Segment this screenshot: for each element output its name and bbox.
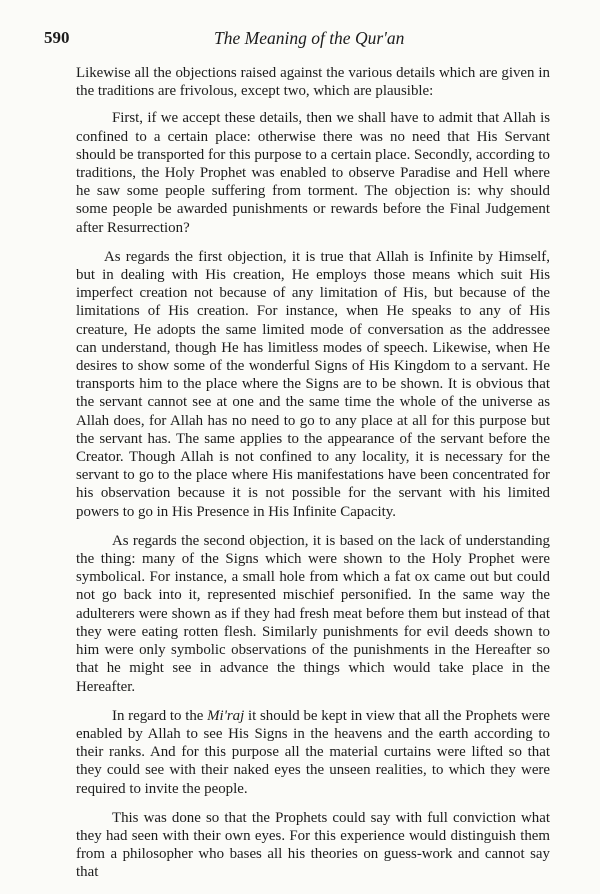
page-number: 590 xyxy=(44,28,70,47)
body-text xyxy=(76,64,550,882)
paragraph-intro: Likewise all the objections raised against the various details which are given in the traditions are frivolous, except two, which are plausible: xyxy=(76,65,550,100)
paragraph-objections: First, if we accept these details, then we shall have to admit that Allah is confined to a certain place: otherwise there was no need that His Servant should be transported for this purpose to a certain place. Secondly, according to traditions, the Holy Prophet was enabled to observe Paradise and Hell where he saw some people suffering from torment. The objection is: why should some people be awarded punishments or rewards before the Final Judgement after Resurrection? xyxy=(76,110,550,236)
miraj-text-after: it should be kept in view that all the Prophets were enabled by Allah to see His Signs in the heavens and the earth according to their ranks. And for this purpose all the material curtains were lifted so that they could see with their naked eyes the unseen realities, to which they were required to invite the people. xyxy=(76,707,550,797)
running-title: The Meaning of the Qur'an xyxy=(214,28,405,48)
page-header xyxy=(44,28,556,52)
paragraph-conviction: This was done so that the Prophets could say with full conviction what they had seen with their own eyes. For this experience would distinguish them from a philosopher who bases all his theories on guess-work and cannot say that xyxy=(76,809,550,881)
paragraph-second-objection: As regards the second objection, it is based on the lack of understanding the thing: many of the Signs which were shown to the Holy Prophet were symbolical. For instance, a small hole from which a fat ox came out but could not go back into it, represented mischief personified. In the same way the adulterers were shown as if they had fresh meat before them but instead of that they were eating rotten flesh. Similarly punishments for evil deeds shown to him were only symbolic observations of the punishments in the Hereafter so that he might see in advance the things which would take place in the Hereafter. xyxy=(76,532,550,695)
paragraph-miraj xyxy=(76,707,550,798)
miraj-text-before: In regard to the xyxy=(112,707,208,724)
paragraph-first-objection: As regards the first objection, it is true that Allah is Infinite by Himself, but in dealing with His creation, He employs those means which suit His imperfect creation not because of any limitation of His, but because of the limitations of His creation. For instance, when He speaks to any of His creature, He adopts the same limited mode of conversation as the addressee can understand, though He has limitless modes of speech. Likewise, when He desires to show some of the wonderful Signs of His Kingdom to a servant. He transports him to the place where the Signs are to be shown. It is obvious that the servant cannot see at one and the same time the whole of the universe as Allah does, for Allah has no need to go to any place at all for this purpose but the servant has. The same applies to the appearance of the servant before the Creator. Though Allah is not confined to any locality, it is necessary for the servant to go to the place where His manifestations have been concentrated for his observation because it is not possible for the servant with his limited powers to go in His Presence in His Infinite Capacity. xyxy=(76,248,550,520)
miraj-term: Mi'raj xyxy=(207,707,245,724)
